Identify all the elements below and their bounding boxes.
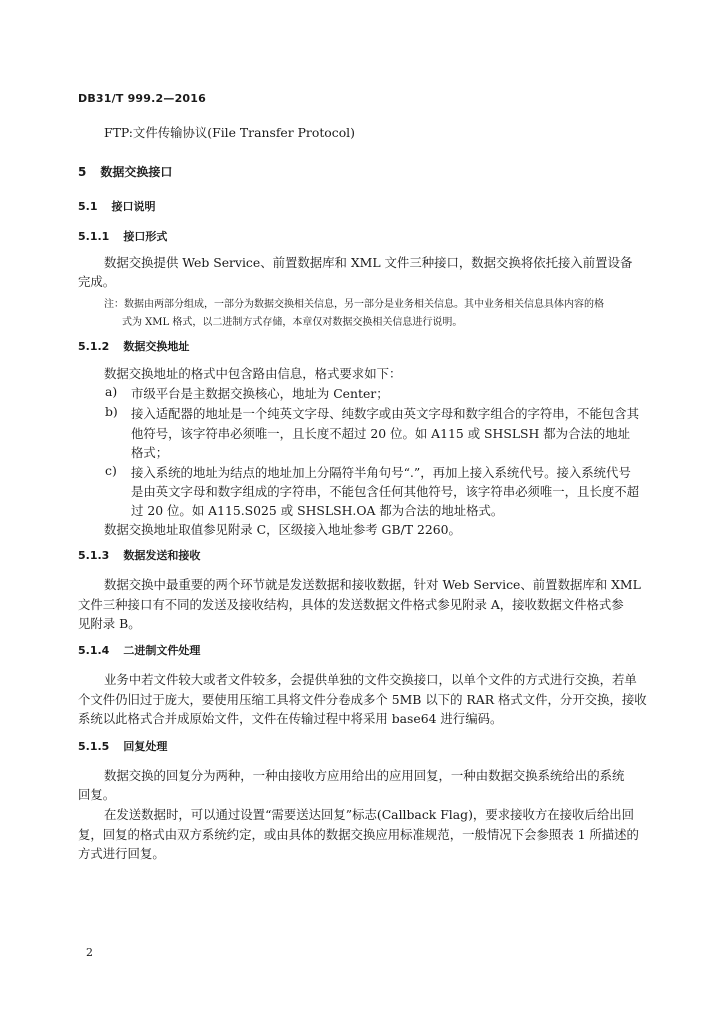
list-item-text: 他符号，该字符串必须唯一，且长度不超过 20 位。如 A115 或 SHSLSH 都为合法的地址 [131, 426, 631, 441]
section-5-1-5-heading [78, 738, 167, 754]
paragraph-line: 数据交换的回复分为两种，一种由接收方应用给出的应用回复，一种由数据交换系统给出的系统 [104, 768, 625, 783]
note-line: 注：数据由两部分组成，一部分为数据交换相关信息，另一部分是业务相关信息。其中业务相关信息具体内容的格 [104, 299, 604, 310]
section-5-1-2-heading [78, 338, 189, 354]
section-title: 数据交换地址 [123, 340, 190, 353]
paragraph-line: 在发送数据时，可以通过设置“需要送达回复”标志(Callback Flag)，要求接收方在接收后给出回 [104, 807, 634, 822]
section-5-1-3-heading [78, 547, 200, 563]
section-number: 5.1.3 [78, 549, 110, 562]
list-item-text: 接入适配器的地址是一个纯英文字母、纯数字或由英文字母和数字组合的字符串，不能包含其 [131, 406, 640, 421]
list-label: c) [105, 463, 117, 478]
paragraph-line: 见附录 B。 [78, 616, 141, 631]
list-item-text: 格式； [131, 445, 169, 460]
page-number: 2 [86, 946, 93, 959]
paragraph-line: 数据交换中最重要的两个环节就是发送数据和接收数据，针对 Web Service、前置数据库和 XML [104, 577, 641, 592]
paragraph-line: 数据交换提供 Web Service、前置数据库和 XML 文件三种接口，数据交换将依托接入前置设备 [104, 255, 633, 270]
section-number: 5 [78, 165, 87, 179]
section-title: 数据交换接口 [100, 165, 173, 179]
section-number: 5.1.4 [78, 644, 110, 657]
section-title: 接口形式 [123, 230, 168, 243]
list-label: a) [105, 384, 118, 399]
section-number: 5.1.2 [78, 340, 110, 353]
paragraph-line: 个文件仍旧过于庞大，要使用压缩工具将文件分卷成多个 5MB 以下的 RAR 格式文件，分开交换，接收 [78, 692, 647, 707]
section-title: 二进制文件处理 [123, 644, 201, 657]
paragraph-line: 回复。 [78, 787, 116, 802]
paragraph-line: 数据交换地址的格式中包含路由信息，格式要求如下： [104, 366, 402, 381]
list-item-text: 接入系统的地址为结点的地址加上分隔符半角句号“.”，再加上接入系统代号。接入系统代号 [131, 465, 631, 480]
ftp-definition: FTP:文件传输协议(File Transfer Protocol) [104, 125, 355, 140]
note-line: 式为 XML 格式，以二进制方式存储，本章仅对数据交换相关信息进行说明。 [122, 317, 463, 328]
document-code: DB31/T 999.2—2016 [78, 92, 206, 105]
section-number: 5.1.1 [78, 230, 110, 243]
list-item-text: 是由英文字母和数字组成的字符串，不能包含任何其他符号，该字符串必须唯一，且长度不超 [131, 484, 640, 499]
section-5-1-4-heading [78, 642, 200, 658]
paragraph-line: 完成。 [78, 274, 116, 289]
paragraph-line: 文件三种接口有不同的发送及接收结构，具体的发送数据文件格式参见附录 A，接收数据文件格式参 [78, 597, 624, 612]
list-item-text: 市级平台是主数据交换核心，地址为 Center； [131, 386, 389, 401]
section-number: 5.1 [78, 200, 98, 213]
section-title: 数据发送和接收 [123, 549, 201, 562]
section-title: 回复处理 [123, 740, 168, 753]
paragraph-line: 数据交换地址取值参见附录 C，区级接入地址参考 GB/T 2260。 [104, 522, 461, 537]
list-label: b) [105, 404, 118, 419]
paragraph-line: 复，回复的格式由双方系统约定，或由具体的数据交换应用标准规范，一般情况下会参照表 1 所描述的 [78, 827, 639, 842]
paragraph-line: 业务中若文件较大或者文件较多，会提供单独的文件交换接口，以单个文件的方式进行交换，若单 [104, 672, 637, 687]
section-5-heading [78, 163, 172, 180]
section-5-1-heading [78, 198, 156, 214]
section-number: 5.1.5 [78, 740, 110, 753]
paragraph-line: 方式进行回复。 [78, 846, 165, 861]
section-title: 接口说明 [111, 200, 156, 213]
paragraph-line: 系统以此格式合并成原始文件，文件在传输过程中将采用 base64 进行编码。 [78, 711, 503, 726]
list-item-text: 过 20 位。如 A115.S025 或 SHSLSH.OA 都为合法的地址格式。 [131, 503, 504, 518]
section-5-1-1-heading [78, 228, 167, 244]
